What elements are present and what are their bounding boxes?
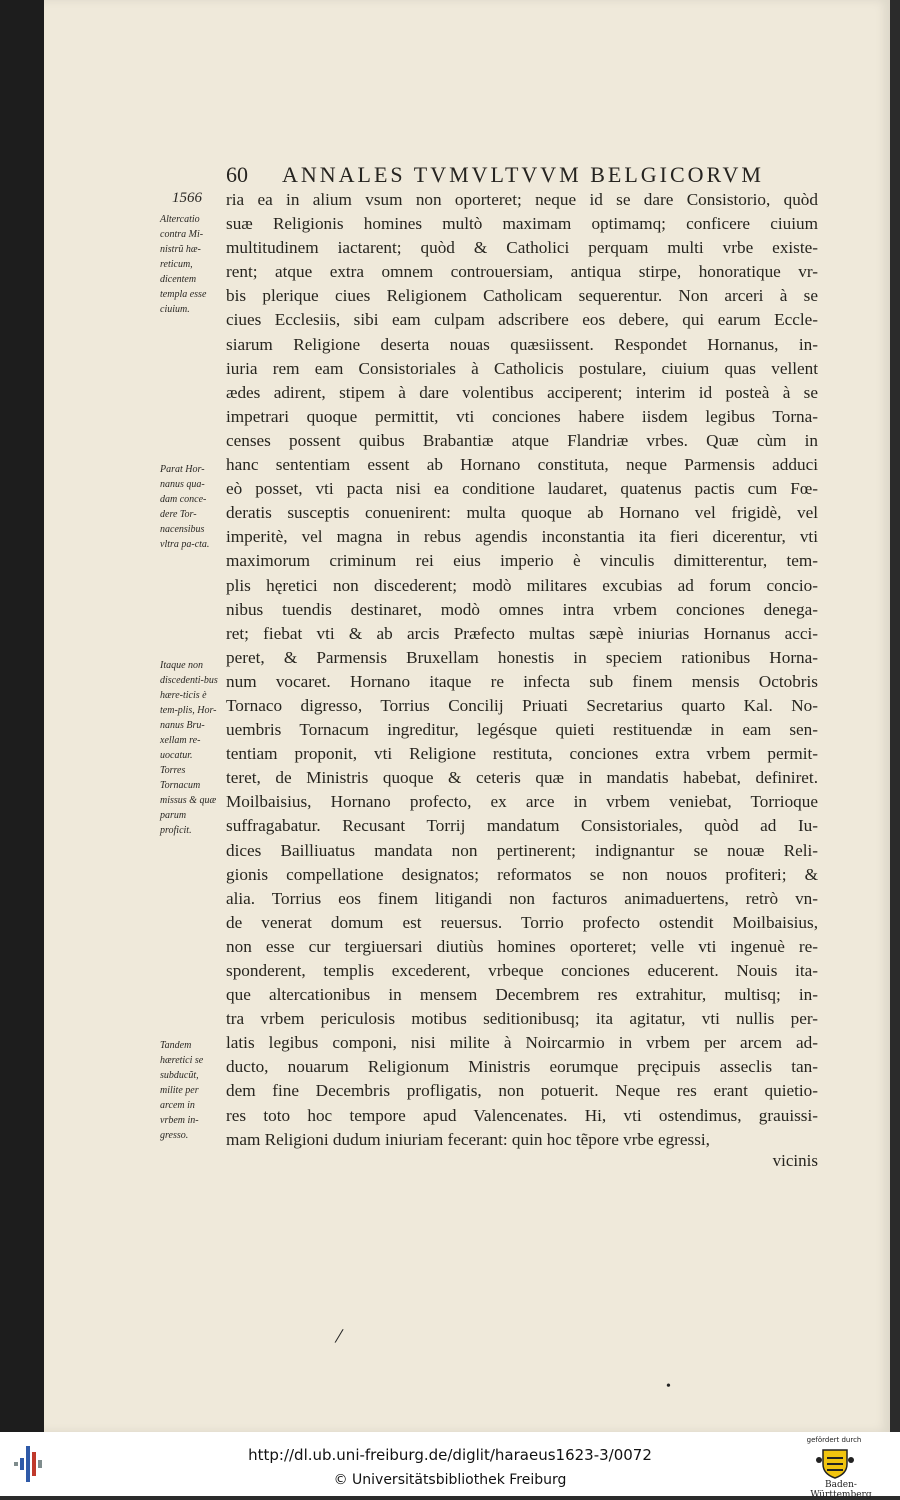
text-line: eò posset, vti pacta nisi ea conditione laudaret, quatenus pactis cum Fœ- [226, 479, 818, 499]
text-line: mam Religioni dudum iniuriam fecerant: quin hoc tẽpore vrbe egressi, [226, 1129, 710, 1149]
text-line: siarum Religione deserta nouas quæsiissent. Respondet Hornanus, in- [226, 334, 818, 354]
text-line: ciues Ecclesiis, sibi eam culpam adscribere eos debere, qui earum Eccle- [226, 310, 818, 330]
page-header [226, 160, 826, 190]
text-line: sponderent, templis excederent, vrbeque conciones educerent. Nouis ita- [226, 961, 818, 980]
text-line: iuria rem eam Consistoriales à Catholicis postulare, ciuium quas vellent [226, 358, 818, 378]
margin-year: 1566 [172, 190, 202, 206]
text-line: de venerat domum est reuersus. Torrio profecto ostendit Moilbaisius, [226, 912, 818, 932]
text-line: uembris Tornacum ingreditur, legésque quieti restituendæ in eam sen- [226, 720, 818, 740]
permalink-url[interactable]: http://dl.ub.uni-freiburg.de/diglit/haraeus1623-3/0072 [248, 1446, 652, 1464]
ink-mark: / [333, 1322, 345, 1349]
coat-of-arms-icon [815, 1446, 855, 1480]
text-line: deratis susceptis conuenirent: multa quoque ab Hornano vel frigidè, vel [226, 503, 818, 523]
sponsor-label: gefördert durch [806, 1436, 862, 1444]
text-line: peret, & Parmensis Bruxellam honestis in speciem rationibus Horna- [226, 647, 818, 667]
text-line: latis legibus componi, nisi milite à Noircarmio in vrbem per arcem ad- [226, 1033, 818, 1053]
text-line: hanc sententiam essent ab Hornano constituta, neque Parmensis adduci [226, 455, 818, 475]
text-line: ducto, nouarum Religionum Ministris eorumque pręcipuis asseclis tan- [226, 1057, 818, 1077]
text-line: teret, de Ministris quoque & ceteris quæ in mandatis habebat, definiret. [226, 768, 818, 788]
running-title: ANNALES TVMVLTVVM BELGICORVM [282, 162, 764, 187]
text-line: tra vrbem periculosis motibus seditionibusq; ita agitatur, vti nullis per- [226, 1009, 818, 1029]
text-line: bis plerique ciues Religionem Catholicam sequerentur. Non arceri à se [226, 286, 818, 306]
text-line: num vocaret. Hornano itaque re infecta sub finem mensis Octobris [226, 671, 818, 691]
text-line: ret; fiebat vti & ab arcis Præfecto multas sæpè iniurias Hornanus acci- [226, 623, 818, 643]
text-line: nibus tuendis destinaret, modò omnes intra vrbem conciones denega- [226, 599, 818, 619]
folio-number: 60 [226, 162, 248, 187]
text-line: tentiam proponit, vti Religione restituta, conciones extra vrbem permit- [226, 744, 818, 764]
sponsor-name: Baden-Württemberg [810, 1480, 872, 1500]
text-line: non esse cur tergiuersari diutiùs homines oporteret; velle vti ingenuè re- [226, 936, 818, 956]
text-line: plis hęretici non discederent; modò militares excubias ad forum concio- [226, 575, 818, 595]
scan-background [0, 0, 44, 1432]
text-line: que altercationibus in mensem Decembrem res extrahitur, multisq; in- [226, 985, 818, 1005]
margin-note: Parat Hor-nanus qua-dam conce-dere Tor-nacensibus vltra pa-cta. [160, 464, 210, 550]
text-line: rent; atque extra omnem controuersiam, antiqua stirpe, honoratique vr- [226, 262, 818, 282]
catchword: vicinis [772, 1151, 818, 1170]
text-line: imperitè, vel magna in rebus agendis inconstantia ita fieri dicerentur, vti [226, 527, 818, 547]
text-line: impetrari quoque permittit, vti conciones habere iisdem legibus Torna- [226, 406, 818, 426]
text-line: maximorum criminum rei eius imperio è vinculis dimitterentur, tem- [226, 551, 818, 571]
text-line: alia. Torrius eos finem litigandi non facturos animaduertens, retrò vn- [226, 888, 818, 908]
text-line: Tornaco digresso, Torrius Concilij Priuati Secretarius quarto Kal. No- [226, 695, 818, 715]
main-text-block [226, 188, 818, 1152]
margin-note: Tandem hæretici se subducũt, milite per arcem in vrbem in-gresso. [160, 1040, 204, 1141]
text-line: Moilbaisius, Hornano profecto, ex arce in vrbem veniebat, Torrioque [226, 792, 818, 812]
text-line: multitudinem iactarent; quòd & Catholici perquam multi vrbe existe- [226, 238, 818, 258]
margin-note: Altercatio contra Mi-nistrũ hæ-reticum, dicentem templa esse ciuium. [160, 214, 207, 315]
text-line: suæ Religionis homines multò maximam optimamq; conficere ciuium [226, 214, 818, 234]
text-line: dem fine Decembris profligatis, non potuerit. Neque res erant quietio- [226, 1081, 818, 1101]
text-line: res toto hoc tempore apud Valencenates. Hi, vti ostendimus, grauissi- [226, 1105, 818, 1125]
text-line: suffragabatur. Recusant Torrij mandatum Consistoriales, quòd ad Iu- [226, 816, 818, 836]
text-line: ædes adirent, stipem à dare volentibus acciperent; interim id posteà à se [226, 382, 818, 402]
text-line: ria ea in alium vsum non oporteret; neque id se dare Consistorio, quòd [226, 190, 818, 209]
ink-dot: • [666, 1379, 671, 1394]
copyright-notice: © Universitätsbibliothek Freiburg [333, 1472, 567, 1488]
text-line: gionis compellatione designatos; reformatos se non nouos profiteri; & [226, 864, 818, 884]
text-line: dices Bailliuatus mandata non pertinerent; indignantur se nouæ Reli- [226, 840, 818, 860]
text-line: censes possent quibus Brabantiæ atque Flandriæ vrbes. Quæ cùm in [226, 430, 818, 450]
margin-note: Itaque non discedenti-bus hære-ticis è tem-plis, Hor-nanus Bru-xellam re-uocatur. Torres Tornacum missus & quæ parum proficit. [160, 660, 218, 836]
